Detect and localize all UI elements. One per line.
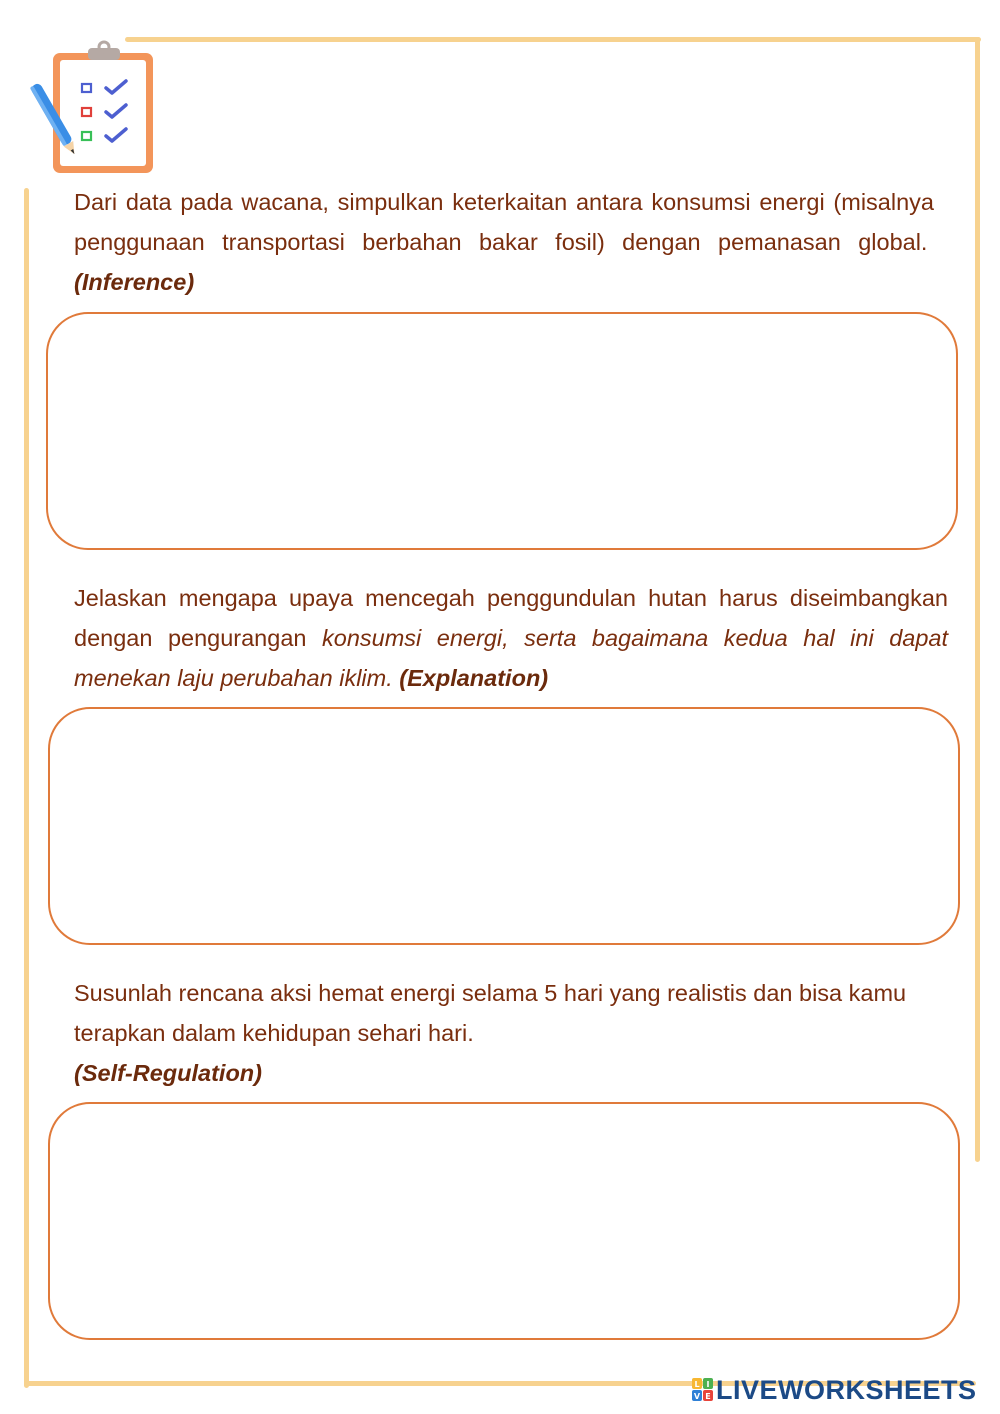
decorative-frame-top [125, 37, 981, 42]
question-3-text: Susunlah rencana aksi hemat energi selama 5 hari yang realistis dan bisa kamu terapkan dalam kehidupan sehari hari. [74, 980, 907, 1046]
liveworksheets-logo [692, 1374, 977, 1406]
svg-text:V: V [693, 1392, 701, 1401]
liveworksheets-logo-text: LIVEWORKSHEETS [716, 1374, 977, 1405]
decorative-frame-right [975, 37, 980, 1162]
question-2 [74, 578, 948, 698]
decorative-frame-left [24, 188, 29, 1388]
question-2-text-italic: konsumsi energi, serta bagaimana kedua hal ini dapat menekan laju perubahan iklim. [74, 625, 948, 691]
answer-box-1[interactable] [46, 312, 958, 550]
question-3-skill-label: (Self-Regulation) [74, 1060, 262, 1086]
question-2-skill-label: (Explanation) [399, 665, 549, 691]
svg-text:I: I [706, 1380, 710, 1389]
answer-box-2[interactable] [48, 707, 960, 945]
question-1-skill-label: (Inference) [74, 269, 195, 295]
clipboard-checklist-icon [28, 40, 163, 180]
question-1-text: Dari data pada wacana, simpulkan keterkaitan antara konsumsi energi (misalnya penggunaan transportasi berbahan bakar fosil) dengan pemanasan global. [74, 189, 934, 255]
svg-text:E: E [705, 1392, 711, 1401]
svg-text:L: L [694, 1380, 700, 1389]
question-2-text: Jelaskan mengapa upaya mencegah penggundulan hutan harus diseimbangkan dengan pengurangan [74, 585, 948, 651]
answer-box-3[interactable] [48, 1102, 960, 1340]
question-3 [74, 973, 948, 1093]
liveworksheets-logo-icon [692, 1378, 714, 1402]
question-1 [74, 182, 934, 302]
